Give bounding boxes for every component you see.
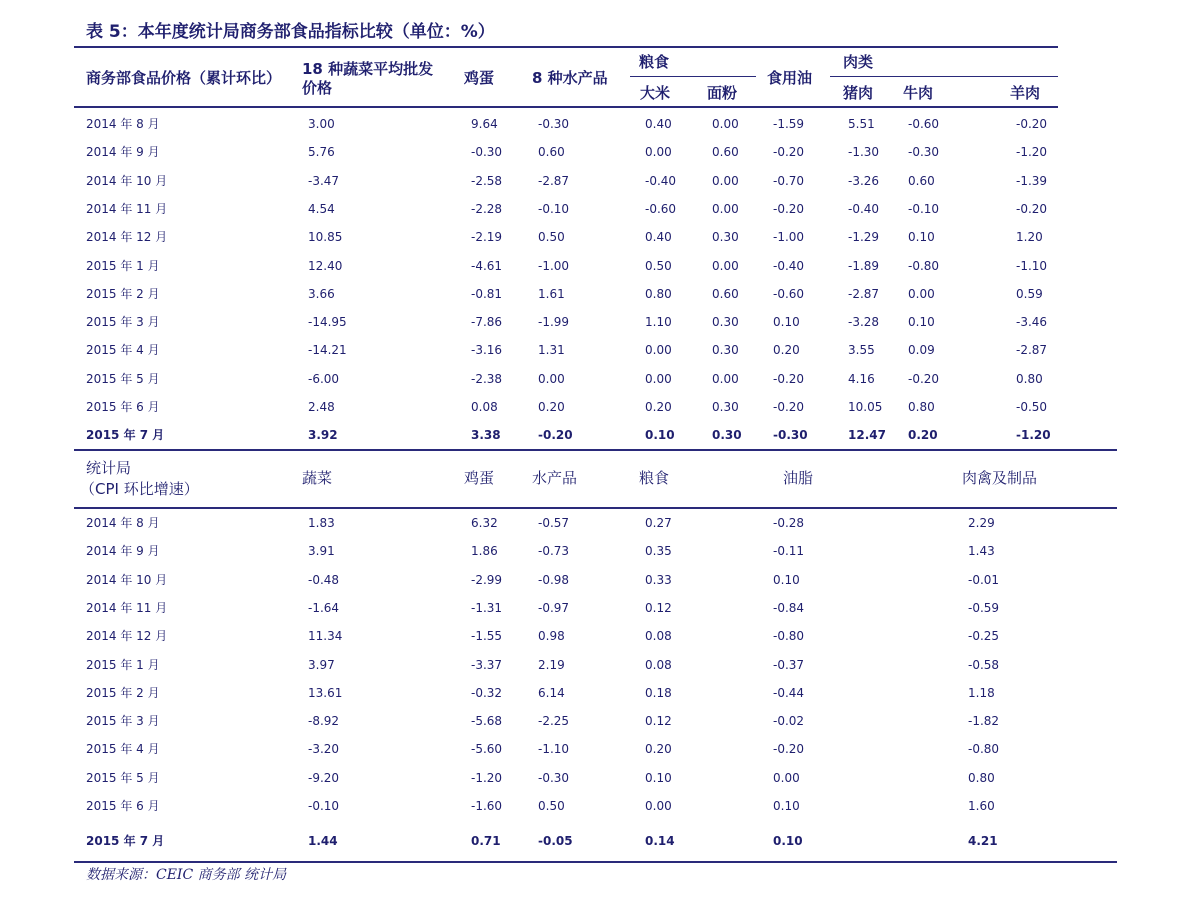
- table-cell: -1.10: [538, 742, 570, 757]
- table-cell: -3.46: [1016, 315, 1048, 330]
- row-label: 2014 年 10 月: [86, 173, 168, 188]
- table-cell: 0.00: [773, 770, 800, 785]
- table-cell: -1.60: [471, 799, 503, 813]
- table-cell: 5.51: [848, 117, 875, 131]
- table-cell: -14.95: [308, 315, 347, 330]
- table-cell: -0.58: [968, 657, 1000, 672]
- table-cell: 4.54: [308, 201, 335, 216]
- row-label: 2014 年 9 月: [86, 544, 160, 559]
- t1-header-aquatic: 8 种水产品: [532, 69, 608, 87]
- table-cell: -0.10: [908, 201, 940, 216]
- table-cell: 0.18: [645, 685, 672, 700]
- row-label: 2015 年 1 月: [86, 258, 160, 273]
- row-label: 2015 年 2 月: [86, 286, 160, 301]
- table-cell: 12.47: [848, 428, 886, 443]
- row-label: 2015 年 5 月: [86, 371, 160, 386]
- table-cell: -2.87: [1016, 343, 1048, 358]
- table-cell: 1.44: [308, 834, 338, 848]
- row-label: 2015 年 6 月: [86, 799, 160, 813]
- t2-header-meat: 肉禽及制品: [962, 469, 1038, 487]
- table-cell: 0.59: [1016, 286, 1043, 301]
- table-cell: -0.80: [773, 629, 805, 644]
- table-cell: 0.60: [908, 173, 935, 188]
- table-cell: 3.91: [308, 544, 335, 559]
- table-cell: -6.00: [308, 371, 340, 386]
- table-cell: 0.30: [712, 230, 739, 245]
- table-cell: 1.86: [471, 544, 498, 559]
- table-cell: 1.61: [538, 286, 565, 301]
- table-cell: -14.21: [308, 343, 347, 358]
- t1-header-egg: 鸡蛋: [464, 69, 495, 87]
- table2-header-rule: [74, 507, 1117, 509]
- table-cell: 0.00: [645, 799, 672, 813]
- table-cell: -0.59: [968, 600, 1000, 615]
- row-label: 2014 年 12 月: [86, 629, 168, 644]
- table-cell: -1.59: [773, 117, 805, 131]
- table-cell: 0.20: [538, 400, 565, 414]
- table-cell: 0.00: [908, 286, 935, 301]
- table-cell: 0.30: [712, 343, 739, 358]
- t1-header-meat: 肉类: [843, 53, 874, 71]
- table-cell: 0.50: [538, 230, 565, 245]
- t2-header-veg: 蔬菜: [302, 469, 333, 487]
- table-cell: 4.16: [848, 371, 875, 386]
- row-label: 2014 年 12 月: [86, 230, 168, 245]
- table-cell: 0.60: [712, 286, 739, 301]
- t2-header-aquatic: 水产品: [532, 469, 578, 487]
- table-cell: 0.08: [645, 657, 672, 672]
- table-cell: 0.60: [712, 145, 739, 160]
- table-cell: -1.99: [538, 315, 570, 330]
- t2-header-oil: 油脂: [783, 469, 814, 487]
- row-label: 2015 年 4 月: [86, 742, 160, 757]
- table-cell: 0.20: [908, 428, 938, 443]
- table-cell: -0.11: [773, 544, 805, 559]
- table-cell: -2.38: [471, 371, 503, 386]
- table-cell: -0.05: [538, 834, 573, 848]
- table-cell: -0.70: [773, 173, 805, 188]
- table-cell: -3.26: [848, 173, 880, 188]
- t2-header-egg: 鸡蛋: [464, 469, 495, 487]
- table1-bottom-rule: [74, 449, 1117, 451]
- table-cell: -0.60: [645, 201, 677, 216]
- table-cell: -0.50: [1016, 400, 1048, 414]
- table-cell: -1.20: [1016, 428, 1051, 443]
- table-cell: 0.80: [968, 770, 995, 785]
- row-label: 2014 年 11 月: [86, 201, 168, 216]
- table-cell: -0.20: [908, 371, 940, 386]
- table-cell: -0.01: [968, 572, 1000, 587]
- table-cell: -9.20: [308, 770, 340, 785]
- table-cell: -0.40: [848, 201, 880, 216]
- table-cell: -0.40: [773, 258, 805, 273]
- table-cell: 0.10: [645, 428, 675, 443]
- t1-header-beef: 牛肉: [903, 84, 934, 102]
- table-cell: -0.81: [471, 286, 503, 301]
- table-cell: -0.30: [471, 145, 503, 160]
- table-cell: -5.60: [471, 742, 503, 757]
- table-cell: -0.20: [1016, 201, 1048, 216]
- table-cell: 2.48: [308, 400, 335, 414]
- table-cell: 0.20: [645, 400, 672, 414]
- table-cell: -0.98: [538, 572, 570, 587]
- table-cell: 0.00: [712, 117, 739, 131]
- t2-header-grain: 粮食: [639, 469, 670, 487]
- table-cell: -0.73: [538, 544, 570, 559]
- table-cell: -2.87: [848, 286, 880, 301]
- table-cell: -0.32: [471, 685, 503, 700]
- t1-header-grain: 粮食: [639, 53, 670, 71]
- table-cell: 0.50: [645, 258, 672, 273]
- table-cell: 10.85: [308, 230, 343, 245]
- t2-header-label-1: 统计局: [86, 459, 132, 477]
- table-cell: 0.20: [773, 343, 800, 358]
- table-cell: 11.34: [308, 629, 343, 644]
- table-cell: -1.20: [1016, 145, 1048, 160]
- table-cell: -2.99: [471, 572, 503, 587]
- table-cell: 0.00: [645, 371, 672, 386]
- table-cell: -1.31: [471, 600, 503, 615]
- table-cell: -3.37: [471, 657, 503, 672]
- table-cell: -0.20: [773, 400, 805, 414]
- table-cell: -2.25: [538, 714, 570, 729]
- table-cell: -2.19: [471, 230, 503, 245]
- table-cell: -0.30: [538, 770, 570, 785]
- table-cell: 1.60: [968, 799, 995, 813]
- table-title: 表 5：本年度统计局商务部食品指标比较（单位：%）: [86, 22, 495, 42]
- table-cell: 0.09: [908, 343, 935, 358]
- table-cell: -0.60: [908, 117, 940, 131]
- table-cell: 3.97: [308, 657, 335, 672]
- table-cell: 0.00: [712, 371, 739, 386]
- table-cell: -0.80: [968, 742, 1000, 757]
- table2-bottom-rule: [74, 861, 1117, 863]
- table-cell: -3.20: [308, 742, 340, 757]
- table-cell: 1.83: [308, 516, 335, 530]
- table-cell: 0.12: [645, 714, 672, 729]
- table-cell: -7.86: [471, 315, 503, 330]
- row-label: 2014 年 8 月: [86, 516, 160, 530]
- table-cell: 3.38: [471, 428, 501, 443]
- table-cell: -1.89: [848, 258, 880, 273]
- row-label: 2015 年 2 月: [86, 685, 160, 700]
- table-cell: 0.80: [1016, 371, 1043, 386]
- table-cell: 0.30: [712, 315, 739, 330]
- table-cell: -1.30: [848, 145, 880, 160]
- table-cell: -0.60: [773, 286, 805, 301]
- table-cell: -0.30: [773, 428, 808, 443]
- source-note: 数据来源：CEIC 商务部 统计局: [86, 867, 287, 883]
- table-cell: -0.30: [538, 117, 570, 131]
- table-cell: -0.20: [1016, 117, 1048, 131]
- table-cell: 0.80: [645, 286, 672, 301]
- table-cell: -1.64: [308, 600, 340, 615]
- t1-header-veg-1: 18 种蔬菜平均批发: [302, 60, 434, 78]
- row-label: 2015 年 4 月: [86, 343, 160, 358]
- table-cell: 0.10: [645, 770, 672, 785]
- table-cell: -0.80: [908, 258, 940, 273]
- table-cell: -0.48: [308, 572, 340, 587]
- table-cell: 0.00: [712, 201, 739, 216]
- table-cell: 12.40: [308, 258, 343, 273]
- row-label: 2015 年 6 月: [86, 400, 160, 414]
- table-cell: -0.20: [773, 371, 805, 386]
- table-cell: -1.10: [1016, 258, 1048, 273]
- table-cell: 1.31: [538, 343, 565, 358]
- t2-header-label-2: （CPI 环比增速）: [80, 480, 199, 498]
- row-label: 2015 年 7 月: [86, 834, 165, 848]
- table-cell: 0.60: [538, 145, 565, 160]
- table-cell: -0.57: [538, 516, 570, 530]
- table-cell: -0.20: [773, 742, 805, 757]
- table-cell: -1.55: [471, 629, 503, 644]
- table-cell: -3.28: [848, 315, 880, 330]
- table-cell: -0.20: [773, 145, 805, 160]
- table-cell: -0.28: [773, 516, 805, 530]
- table-cell: -0.02: [773, 714, 805, 729]
- table-cell: 0.71: [471, 834, 501, 848]
- table-cell: -1.39: [1016, 173, 1048, 188]
- table-cell: 0.00: [645, 343, 672, 358]
- table-cell: 2.29: [968, 516, 995, 530]
- table-cell: -2.58: [471, 173, 503, 188]
- t1-grain-rule: [630, 76, 756, 77]
- t1-header-pork: 猪肉: [843, 84, 874, 102]
- table-cell: 0.10: [773, 834, 803, 848]
- table-cell: 3.00: [308, 117, 335, 131]
- table-cell: -4.61: [471, 258, 503, 273]
- table-cell: -0.30: [908, 145, 940, 160]
- table-cell: 5.76: [308, 145, 335, 160]
- table-cell: 0.98: [538, 629, 565, 644]
- table-cell: 3.55: [848, 343, 875, 358]
- t1-header-rice: 大米: [640, 84, 671, 102]
- table-cell: 10.05: [848, 400, 883, 414]
- table-cell: 13.61: [308, 685, 343, 700]
- table-cell: -1.20: [471, 770, 503, 785]
- table-cell: 3.92: [308, 428, 338, 443]
- table-cell: -3.16: [471, 343, 503, 358]
- table-cell: 1.20: [1016, 230, 1043, 245]
- t1-header-flour: 面粉: [707, 84, 738, 102]
- table-cell: 2.19: [538, 657, 565, 672]
- row-label: 2014 年 10 月: [86, 572, 168, 587]
- table-cell: 0.08: [645, 629, 672, 644]
- row-label: 2014 年 8 月: [86, 117, 160, 131]
- table-cell: -0.20: [773, 201, 805, 216]
- table-cell: -0.37: [773, 657, 805, 672]
- table1-top-rule: [74, 46, 1058, 48]
- table-cell: 0.00: [538, 371, 565, 386]
- table-cell: 0.20: [645, 742, 672, 757]
- table-cell: 0.33: [645, 572, 672, 587]
- table-cell: -1.29: [848, 230, 880, 245]
- row-label: 2014 年 11 月: [86, 600, 168, 615]
- table-cell: 0.50: [538, 799, 565, 813]
- table-cell: -1.00: [538, 258, 570, 273]
- table-cell: -5.68: [471, 714, 503, 729]
- table-cell: -2.87: [538, 173, 570, 188]
- table-cell: -0.97: [538, 600, 570, 615]
- table-cell: 0.00: [712, 173, 739, 188]
- row-label: 2015 年 3 月: [86, 714, 160, 729]
- row-label: 2015 年 1 月: [86, 657, 160, 672]
- table-cell: -1.82: [968, 714, 1000, 729]
- row-label: 2015 年 7 月: [86, 428, 165, 443]
- table-cell: 0.35: [645, 544, 672, 559]
- table-cell: -3.47: [308, 173, 340, 188]
- table-cell: -0.25: [968, 629, 1000, 644]
- table-cell: 0.12: [645, 600, 672, 615]
- table-cell: 4.21: [968, 834, 998, 848]
- table-cell: 0.27: [645, 516, 672, 530]
- table-cell: 1.18: [968, 685, 995, 700]
- row-label: 2014 年 9 月: [86, 145, 160, 160]
- table-cell: 0.10: [773, 315, 800, 330]
- table-cell: 0.08: [471, 400, 498, 414]
- table-cell: 0.10: [908, 230, 935, 245]
- row-label: 2015 年 5 月: [86, 770, 160, 785]
- table-cell: 0.40: [645, 230, 672, 245]
- table-cell: -0.40: [645, 173, 677, 188]
- table-cell: 3.66: [308, 286, 335, 301]
- table-cell: 0.30: [712, 428, 742, 443]
- table-cell: 6.14: [538, 685, 565, 700]
- table-cell: 0.00: [712, 258, 739, 273]
- table-cell: 0.30: [712, 400, 739, 414]
- t1-header-label: 商务部食品价格（累计环比）: [86, 69, 282, 87]
- t1-header-veg-2: 价格: [302, 79, 333, 97]
- table-cell: 0.40: [645, 117, 672, 131]
- table-cell: -0.84: [773, 600, 805, 615]
- table-cell: -2.28: [471, 201, 503, 216]
- table-cell: 1.10: [645, 315, 672, 330]
- row-label: 2015 年 3 月: [86, 315, 160, 330]
- table1-header-rule: [74, 106, 1058, 108]
- t1-meat-rule: [830, 76, 1058, 77]
- table-cell: 9.64: [471, 117, 498, 131]
- table-cell: -0.44: [773, 685, 805, 700]
- table-cell: 0.80: [908, 400, 935, 414]
- table-cell: 0.10: [773, 572, 800, 587]
- t1-header-oil: 食用油: [767, 69, 813, 87]
- table-cell: 0.00: [645, 145, 672, 160]
- table-cell: 6.32: [471, 516, 498, 530]
- table-cell: 1.43: [968, 544, 995, 559]
- table-cell: 0.14: [645, 834, 675, 848]
- table-cell: 0.10: [908, 315, 935, 330]
- table-cell: -8.92: [308, 714, 340, 729]
- table-cell: -0.10: [308, 799, 340, 813]
- table-cell: 0.10: [773, 799, 800, 813]
- table-cell: -0.10: [538, 201, 570, 216]
- t1-header-mutton: 羊肉: [1010, 84, 1041, 102]
- table-cell: -0.20: [538, 428, 573, 443]
- table-cell: -1.00: [773, 230, 805, 245]
